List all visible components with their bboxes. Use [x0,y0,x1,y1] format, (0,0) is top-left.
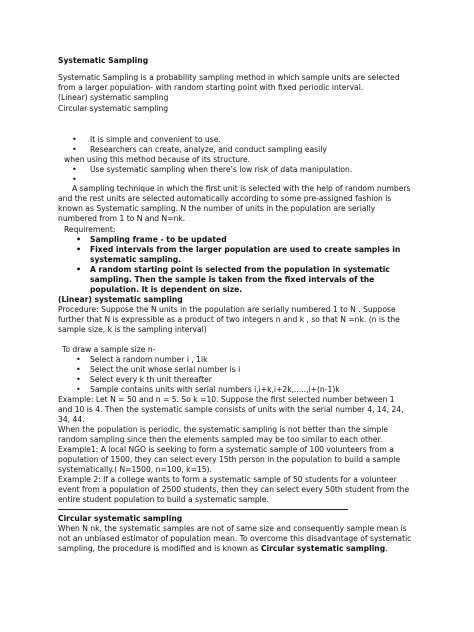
circular-line: sampling, the procedure is modified and is known as [58,544,261,553]
intro-line: Circular systematic sampling [58,104,169,113]
bullet-icon: • [76,355,81,364]
step-item: Select a random number i , 1ik [90,355,208,364]
section-divider [58,509,348,510]
procedure-line: sample size, k is the sampling interval) [58,325,207,334]
definition-line: and the rest units are selected automatically according to some pre-assigned fashion is [58,194,392,203]
bullet-icon: • [72,135,77,144]
step-item: Select the unit whose serial number is i [90,365,241,374]
example-line: When the population is periodic, the systematic sampling is not better than the simple [58,425,389,434]
intro-line: (Linear) systematic sampling [58,93,169,102]
circular-last-line [58,544,388,553]
example-line: Example1: A local NGO is seeking to form a systematic sample of 100 volunteers from a [58,445,394,454]
requirement-item: A random starting point is selected from the population in systematic [90,265,390,274]
example-line: systematically.( N=1500, n=100, k=15). [58,465,212,474]
bullet-icon: • [72,175,77,184]
circular-line: When N nk, the systematic samples are not of same size and consequently sample mean is [58,524,407,533]
requirement-item: population. It is dependent on size. [90,285,243,294]
circular-end: . [385,544,388,553]
advantage-item: Researchers can create, analyze, and conduct sampling easily [90,145,327,154]
definition-line: known as Systematic sampling. N the number of units in the population are serially [58,204,376,213]
circular-emphasis: Circular systematic sampling [260,544,386,553]
example-line: Example: Let N = 50 and n = 5. So k =10. Suppose the first selected number between 1 [58,395,395,404]
bullet-icon: • [76,375,81,384]
example-line: event from a population of 2500 students, then they can select every 50th student from the [58,485,410,494]
definition-line: A sampling technique in which the first unit is selected with the help of random numbers [72,184,411,193]
step-item: Select every k th unit thereafter [90,375,212,384]
procedure-line: further that N is expressible as a product of two integers n and k , so that N =nk. (n is the [58,315,400,324]
bullet-icon: • [76,385,81,394]
requirement-item: Fixed intervals from the larger population are used to create samples in [90,245,401,254]
circular-line: not an unbiased estimator of population mean. To overcome this disadvantage of systematic [58,534,412,543]
requirement-item: systematic sampling. [90,255,182,264]
example-line: random sampling since then the elements sampled may be too similar to each other. [58,435,383,444]
example-line: and 10 is 4. Then the systematic sample consists of units with the serial number 4, 14, 24, [58,405,404,414]
example-line: 34, 44. [58,415,85,424]
procedure-line: Procedure: Suppose the N units in the population are serially numbered 1 to N . Suppose [58,305,396,314]
example-line: Example 2: If a college wants to form a systematic sample of 50 students for a volunteer [58,475,397,484]
document-title: Systematic Sampling [58,56,149,65]
step-item: Sample contains units with serial numbers i,i+k,i+2k,.....,i+(n-1)k [90,385,340,394]
bullet-icon: • [76,365,81,374]
intro-line: Systematic Sampling is a probability sampling method in which sample units are selected [58,73,400,82]
circular-heading: Circular systematic sampling [58,514,183,523]
example-line: entire student population to build a systematic sample. [58,495,269,504]
bullet-icon: • [76,265,82,274]
advantage-item: when using this method because of its structure. [64,155,251,164]
requirement-item: sampling. Then the sample is taken from the fixed intervals of the [90,275,375,284]
linear-heading: (Linear) systematic sampling [58,295,183,304]
bullet-icon: • [76,245,82,254]
example-line: population of 1500, they can select every 15th person in the population to build a sample [58,455,401,464]
draw-label: To draw a sample size n- [62,345,156,354]
requirement-label: Requirement: [64,225,116,234]
bullet-icon: • [72,165,77,174]
advantage-item: Use systematic sampling when there’s low risk of data manipulation. [90,165,353,174]
requirement-item: Sampling frame - to be updated [90,235,227,244]
bullet-icon: • [76,235,82,244]
intro-line: from a larger population- with random starting point with fixed periodic interval. [58,83,364,92]
advantage-item: It is simple and convenient to use. [90,135,221,144]
definition-line: numbered from 1 to N and N=nk. [58,214,186,223]
bullet-icon: • [72,145,77,154]
